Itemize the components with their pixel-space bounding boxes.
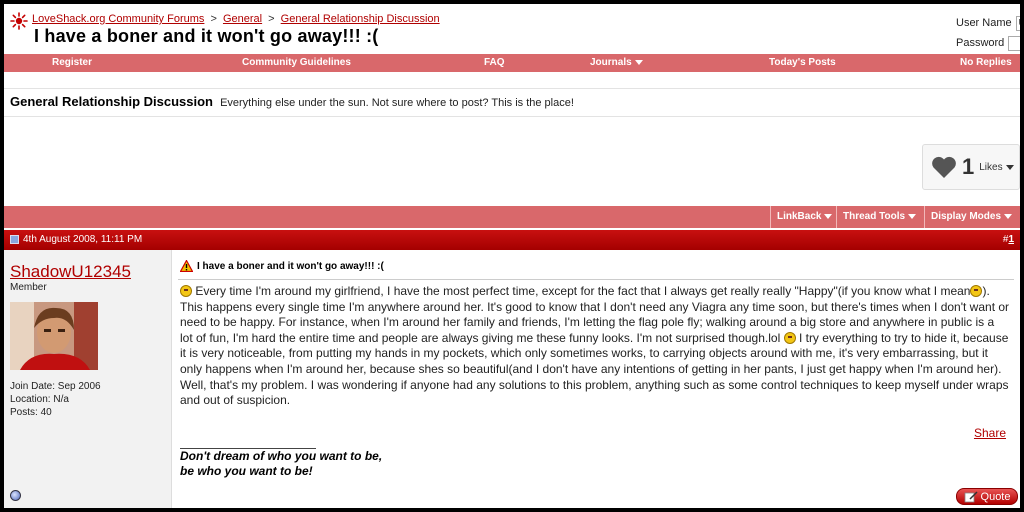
nav-journals[interactable]: [590, 54, 643, 72]
post-message-part2: ). This happens every single time I'm anywhere around her. It's good to know that I don't need any Viagra any time soon, but there's times when I don't want or need to be happy. For instance, when I'm around her family and friends, I'm letting the flag pole fly; walking around a big store and anywhere in public is a lot of fun, I'm hard the entire time and people are always giving me these funny looks. I'm not surprised though.lol: [180, 284, 1010, 345]
likes-box[interactable]: [922, 144, 1020, 190]
chevron-down-icon: [1006, 165, 1014, 170]
warning-icon: [180, 260, 193, 272]
avatar[interactable]: [10, 302, 98, 370]
likes-label[interactable]: [979, 162, 1013, 173]
post-number: [1003, 234, 1014, 245]
chevron-down-icon: [635, 60, 643, 65]
post-header: [4, 230, 1020, 250]
divider: [4, 116, 1020, 117]
share-link[interactable]: Share: [973, 426, 1006, 440]
heart-icon: [931, 155, 957, 179]
post-title: [180, 260, 384, 272]
quote-label: Quote: [980, 490, 1011, 503]
username-link[interactable]: ShadowU12345: [10, 262, 131, 281]
divider: [178, 279, 1014, 280]
username-label: User Name: [956, 17, 1012, 29]
post-date: [10, 234, 142, 245]
nav-register[interactable]: Register: [52, 57, 93, 68]
post-status-icon: [10, 235, 19, 244]
join-date: Join Date: Sep 2006: [10, 381, 101, 392]
linkback-label: LinkBack: [777, 211, 822, 222]
display-modes-menu[interactable]: [924, 206, 1018, 228]
chevron-down-icon: [908, 214, 916, 219]
password-input[interactable]: [1008, 36, 1020, 51]
thread-title: I have a boner and it won't go away!!! :(: [34, 26, 379, 46]
thread-tools-label: Thread Tools: [843, 211, 906, 222]
loveshack-logo-icon[interactable]: [10, 12, 28, 30]
chevron-down-icon: [1004, 214, 1012, 219]
forum-name: General Relationship Discussion: [10, 94, 213, 109]
post-content: [178, 250, 1014, 508]
nav-journals-label: Journals: [590, 57, 632, 68]
chevron-down-icon: [824, 214, 832, 219]
signature: [180, 449, 382, 479]
login-form: [956, 13, 1020, 53]
breadcrumb: [32, 13, 440, 25]
likes-label-text: Likes: [979, 161, 1003, 173]
nav-todays-posts[interactable]: Today's Posts: [769, 57, 836, 68]
signature-line-1: Don't dream of who you want to be,: [180, 449, 383, 463]
post-message-part3: I try everything to try to hide it, because it is very noticeable, from putting my hands in my pockets, which only sometimes works, to carrying objects around with me, it's very embarrassing, but it only happens when I'm around her, because shes so beautiful(and I don't have any intentions of getting in her pants, I just get happy when I'm around her). Well, that's my problem. I was wondering if anyone had any solutions to this problem, anything such as some control techniques to keep myself under wraps and out of suspicion.: [180, 330, 1009, 408]
post-number-link[interactable]: 1: [1008, 234, 1014, 245]
username-input[interactable]: [1016, 16, 1020, 31]
post-body: [4, 250, 1020, 508]
user-stats: [10, 380, 101, 419]
breadcrumb-separator: >: [268, 13, 275, 25]
avatar-image: [10, 302, 98, 370]
forum-page: [4, 4, 1020, 508]
post-message: [180, 284, 1010, 409]
quote-button[interactable]: [956, 488, 1018, 505]
post-date-text: 4th August 2008, 11:11 PM: [23, 234, 143, 245]
breadcrumb-subforum-link[interactable]: General Relationship Discussion: [280, 13, 440, 25]
post-message-part1: Every time I'm around my girlfriend, I have the most perfect time, except for the fact that I always get really really "Happy"(if you know what I mean: [195, 284, 971, 298]
user-info-column: [4, 250, 172, 508]
display-modes-label: Display Modes: [931, 211, 1002, 222]
main-navbar: [4, 54, 1020, 72]
linkback-menu[interactable]: [770, 206, 838, 228]
post-number-prefix: #: [1002, 234, 1009, 245]
offline-status-icon: [10, 490, 21, 501]
breadcrumb-separator: >: [210, 13, 217, 25]
breadcrumb-general-link[interactable]: General: [222, 13, 263, 25]
nav-no-replies[interactable]: No Replies: [960, 57, 1012, 68]
likes-count: 1: [962, 154, 975, 179]
user-title: Member: [10, 282, 47, 293]
forum-description: [10, 94, 574, 109]
password-label: Password: [956, 37, 1005, 49]
post-count: Posts: 40: [10, 407, 52, 418]
forum-description-text: Everything else under the sun. Not sure where to post? This is the place!: [220, 97, 574, 109]
nav-community-guidelines[interactable]: Community Guidelines: [242, 57, 351, 68]
signature-line-2: be who you want to be!: [180, 464, 313, 478]
post-title-text: I have a boner and it won't go away!!! :(: [197, 260, 384, 272]
quote-icon: [964, 491, 978, 503]
smile-smiley-icon: [970, 285, 982, 297]
thread-tools-bar: [4, 206, 1020, 228]
nav-faq[interactable]: FAQ: [484, 57, 505, 68]
grin-smiley-icon: [784, 332, 796, 344]
thread-tools-menu[interactable]: [836, 206, 922, 228]
page-header: [4, 4, 1020, 54]
confused-smiley-icon: [180, 285, 192, 297]
breadcrumb-site-link[interactable]: LoveShack.org Community Forums: [32, 13, 205, 25]
location: Location: N/a: [10, 394, 69, 405]
divider: [4, 88, 1020, 89]
